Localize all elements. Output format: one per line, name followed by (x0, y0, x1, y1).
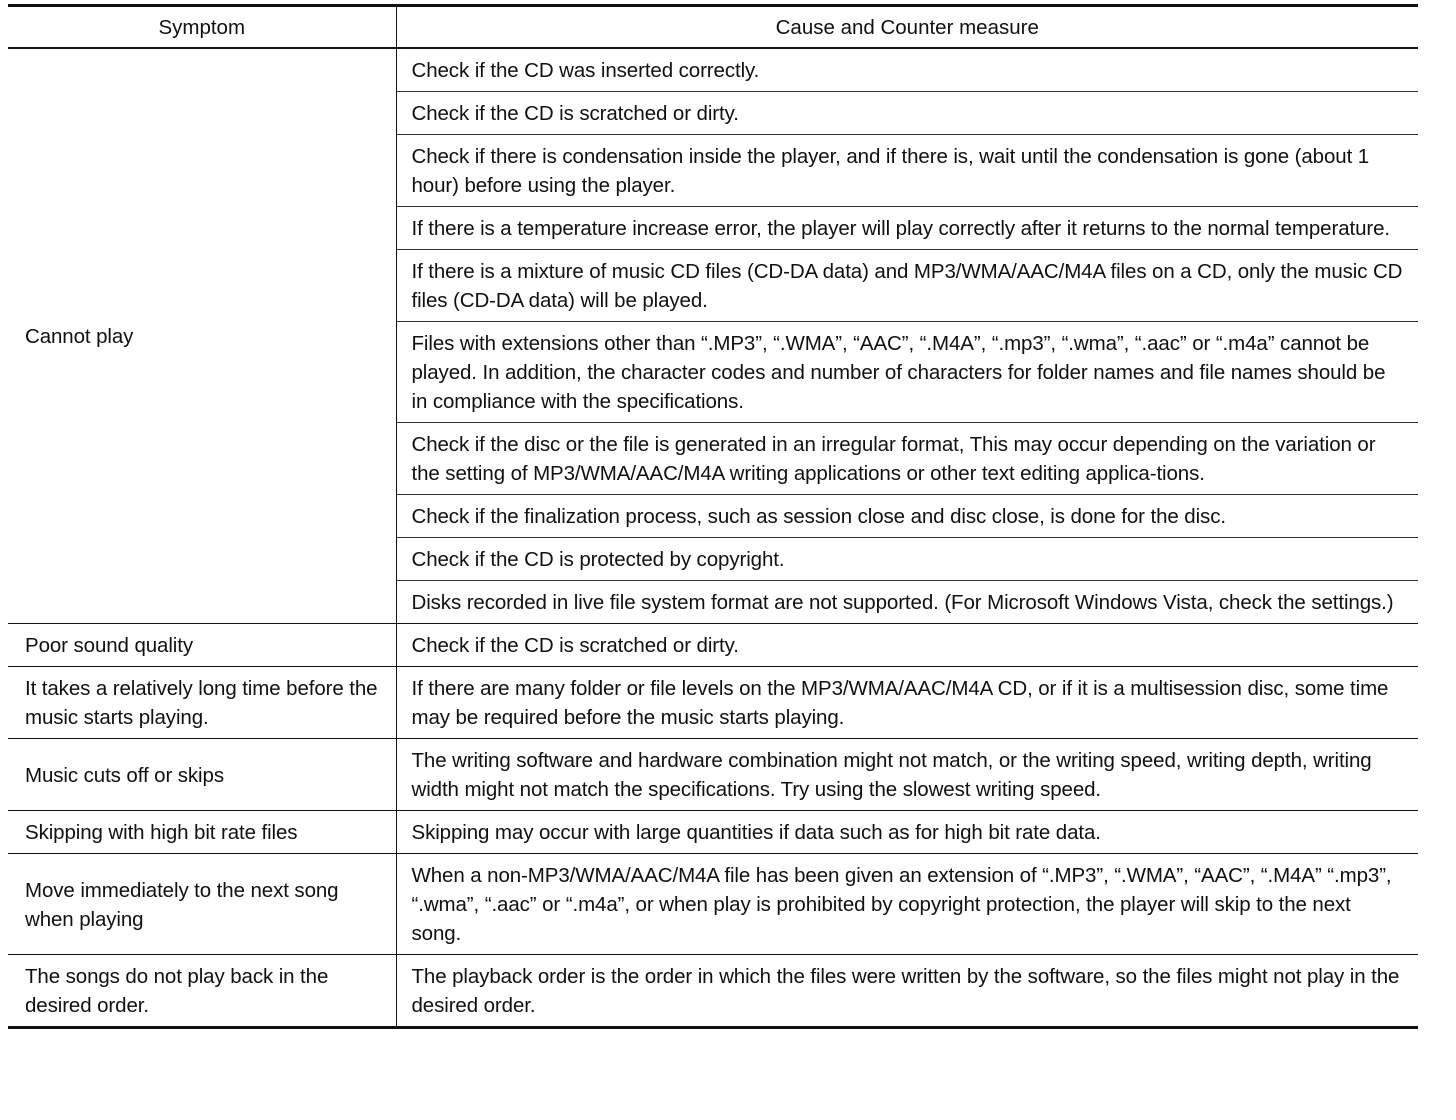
cause-cell: Check if the CD is scratched or dirty. (396, 92, 1418, 135)
table-row (8, 955, 1418, 1028)
table-header-row (8, 6, 1418, 49)
symptom-cell: The songs do not play back in the desired order. (8, 955, 396, 1028)
cause-cell: Check if the finalization process, such as session close and disc close, is done for the disc. (396, 495, 1418, 538)
cause-cell: If there is a mixture of music CD files (CD-DA data) and MP3/WMA/AAC/M4A files on a CD, only the music CD files (CD-DA data) will be played. (396, 250, 1418, 322)
table-row (8, 624, 1418, 667)
cause-cell: Disks recorded in live file system format are not supported. (For Microsoft Windows Vista, check the settings.) (396, 581, 1418, 624)
cause-cell: Skipping may occur with large quantities if data such as for high bit rate data. (396, 811, 1418, 854)
cause-cell: Check if the CD is protected by copyright. (396, 538, 1418, 581)
table-row (8, 739, 1418, 811)
table-row (8, 811, 1418, 854)
table-row (8, 48, 1418, 92)
symptom-cell: Skipping with high bit rate files (8, 811, 396, 854)
symptom-cell: Music cuts off or skips (8, 739, 396, 811)
table-row (8, 854, 1418, 955)
cause-cell: Check if the disc or the file is generated in an irregular format, This may occur depending on the variation or the setting of MP3/WMA/AAC/M4A writing applications or other text editing applica-tions. (396, 423, 1418, 495)
symptom-cell: Poor sound quality (8, 624, 396, 667)
symptom-cell: Move immediately to the next song when playing (8, 854, 396, 955)
cause-cell: Files with extensions other than “.MP3”, “.WMA”, “AAC”, “.M4A”, “.mp3”, “.wma”, “.aac” or “.m4a” cannot be played. In addition, the character codes and number of characters for folder names and file names should be in compliance with the specifications. (396, 322, 1418, 423)
cause-cell: The writing software and hardware combination might not match, or the writing speed, writing depth, writing width might not match the specifications. Try using the slowest writing speed. (396, 739, 1418, 811)
troubleshooting-table-container (8, 4, 1418, 1029)
symptom-column-header: Symptom (8, 6, 396, 49)
cause-cell: Check if the CD was inserted correctly. (396, 48, 1418, 92)
cause-cell: Check if the CD is scratched or dirty. (396, 624, 1418, 667)
cause-cell: Check if there is condensation inside the player, and if there is, wait until the condensation is gone (about 1 hour) before using the player. (396, 135, 1418, 207)
cause-cell: The playback order is the order in which the files were written by the software, so the files might not play in the desired order. (396, 955, 1418, 1028)
symptom-cell: It takes a relatively long time before the music starts playing. (8, 667, 396, 739)
cause-column-header: Cause and Counter measure (396, 6, 1418, 49)
cause-cell: If there is a temperature increase error, the player will play correctly after it returns to the normal temperature. (396, 207, 1418, 250)
cause-cell: When a non-MP3/WMA/AAC/M4A file has been given an extension of “.MP3”, “.WMA”, “AAC”, “.M4A” “.mp3”, “.wma”, “.aac” or “.m4a”, or when play is prohibited by copyright protection, the player will skip to the next song. (396, 854, 1418, 955)
table-body (8, 48, 1418, 1028)
symptom-cell: Cannot play (8, 48, 396, 624)
table-row (8, 667, 1418, 739)
cause-cell: If there are many folder or file levels on the MP3/WMA/AAC/M4A CD, or if it is a multisession disc, some time may be required before the music starts playing. (396, 667, 1418, 739)
troubleshooting-table (8, 4, 1418, 1029)
